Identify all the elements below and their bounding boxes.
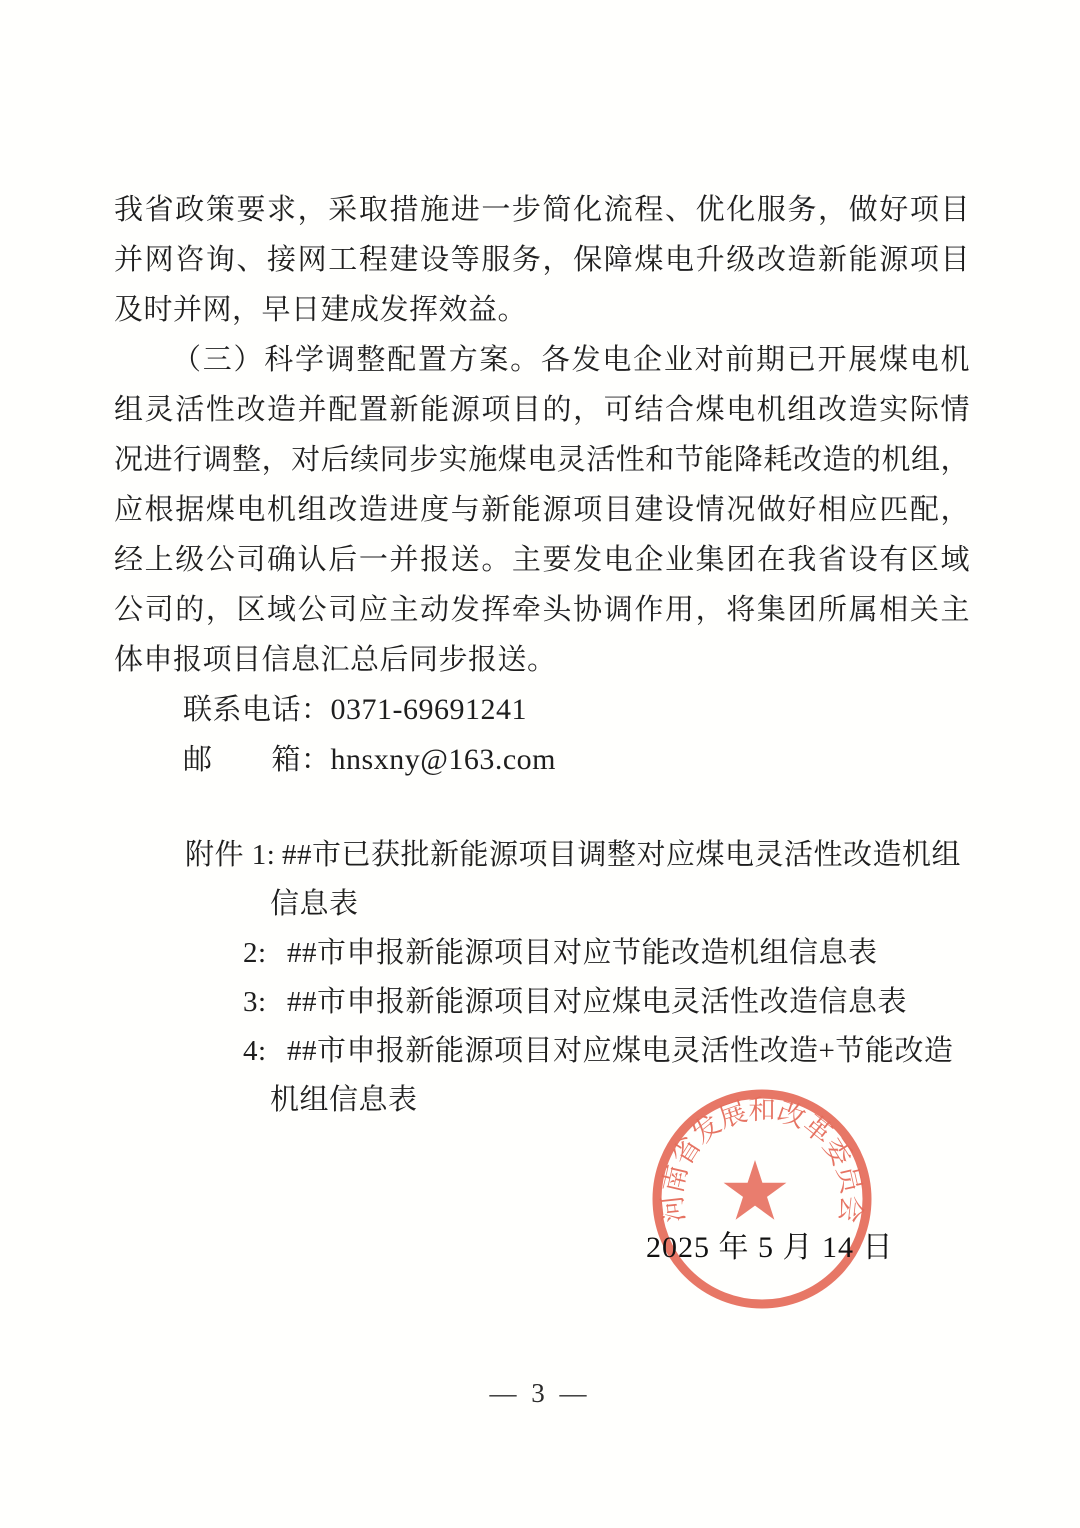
seal-text: 河南省发展和改革委员会 [656,1094,868,1225]
contact-label: 联系电话： [183,694,331,726]
attachment-text: ##市申报新能源项目对应煤电灵活性改造信息表 [287,986,908,1018]
body-line [114,285,970,335]
issue-date: 2025 年 5 月 14 日 [646,1231,894,1264]
attachment-label: 3: [243,986,267,1018]
body-line-text: 公司的，区域公司应主动发挥牵头协调作用，将集团所属相关主 [114,594,970,626]
attachment-text: 信息表 [270,888,359,920]
contact-line [183,735,883,785]
body-line-text: 我省政策要求，采取措施进一步简化流程、优化服务，做好项目 [114,194,970,226]
official-seal [632,1069,892,1329]
attachment-label: 附件 1: [185,839,276,871]
contact-value: hnsxny@163.com [330,743,556,776]
attachment-line [185,978,965,1027]
body-line [114,585,970,635]
body-line-text: 应根据煤电机组改造进度与新能源项目建设情况做好相应匹配， [114,494,970,526]
body-line [114,185,970,235]
body-line-text: （三）科学调整配置方案。各发电企业对前期已开展煤电机 [172,344,970,376]
seal-graphic [632,1069,892,1329]
body-line [114,335,970,385]
body-text [114,185,970,685]
body-line-text: 并网咨询、接网工程建设等服务，保障煤电升级改造新能源项目 [114,244,970,276]
body-line [114,635,970,685]
star-icon [724,1160,787,1220]
contact-label: 邮 箱： [183,744,331,776]
contact-info [183,685,883,785]
contact-line [183,685,883,735]
page-number: — 3 — [489,1378,591,1408]
body-line [114,435,970,485]
body-line-text: 体申报项目信息汇总后同步报送。 [114,644,557,676]
attachment-label: 4: [243,1035,267,1067]
attachment-text: ##市已获批新能源项目调整对应煤电灵活性改造机组 [282,839,962,871]
attachment-line [185,880,965,929]
body-line [114,485,970,535]
attachment-text: 机组信息表 [270,1084,418,1116]
attachment-line [185,929,965,978]
attachment-label: 2: [243,937,267,969]
attachment-text: ##市申报新能源项目对应煤电灵活性改造+节能改造 [287,1035,954,1067]
body-line-text: 经上级公司确认后一并报送。主要发电企业集团在我省设有区域 [114,544,970,576]
body-line-text: 及时并网，早日建成发挥效益。 [114,294,528,326]
contact-value: 0371-69691241 [330,693,528,726]
body-line [114,235,970,285]
attachment-line [185,831,965,880]
body-line-text: 况进行调整，对后续同步实施煤电灵活性和节能降耗改造的机组， [114,444,970,476]
attachment-text: ##市申报新能源项目对应节能改造机组信息表 [287,937,878,969]
body-line [114,535,970,585]
body-line [114,385,970,435]
body-line-text: 组灵活性改造并配置新能源项目的，可结合煤电机组改造实际情 [114,394,970,426]
